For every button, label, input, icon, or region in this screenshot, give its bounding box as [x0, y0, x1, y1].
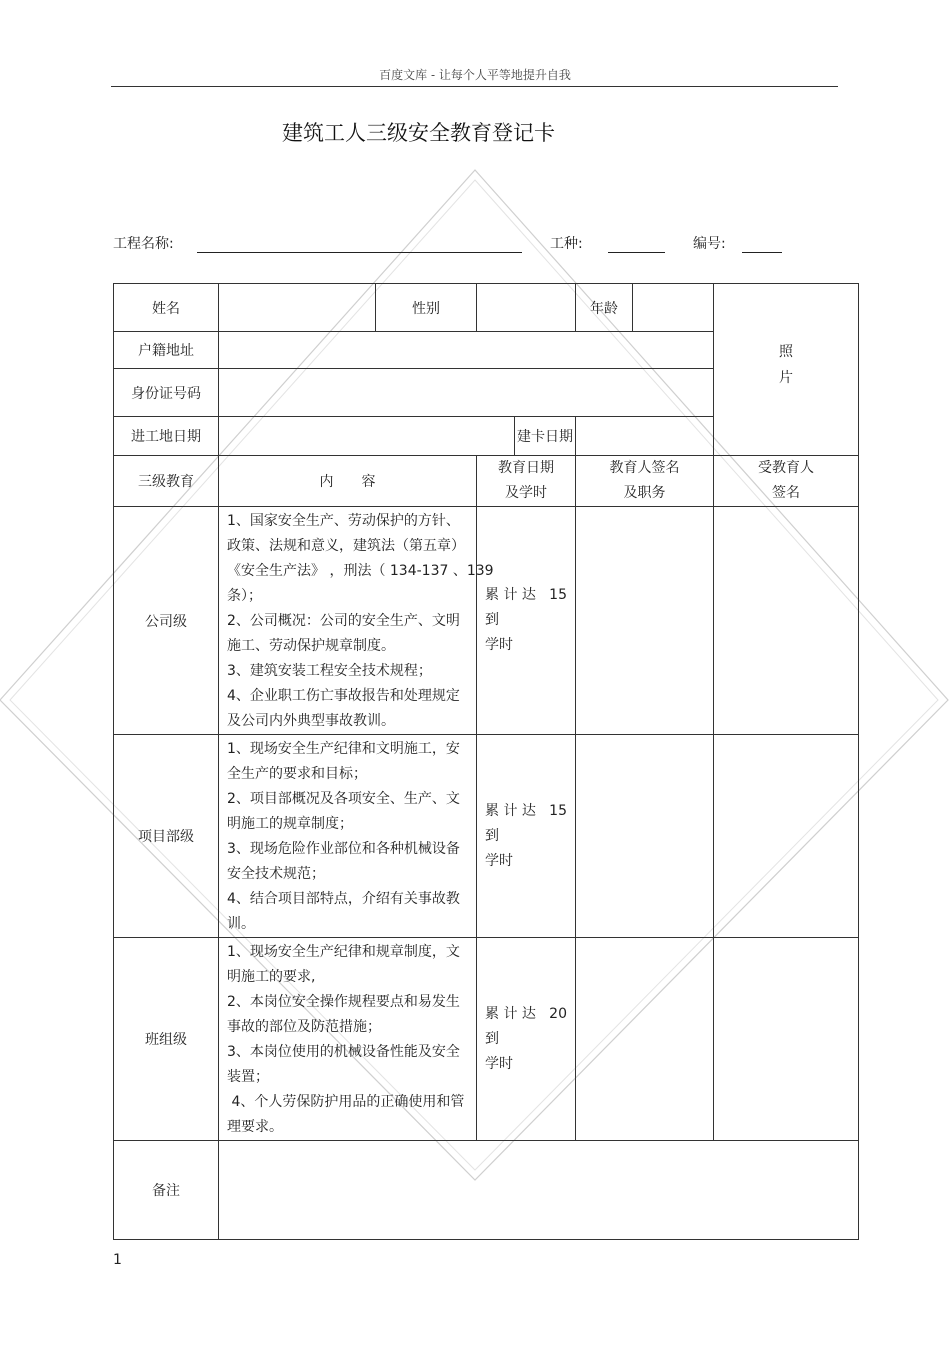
registration-table	[113, 283, 859, 1240]
name-value[interactable]	[219, 284, 376, 332]
trade-label: 工种:	[550, 236, 583, 252]
remarks-label: 备注	[114, 1141, 219, 1240]
remarks-value[interactable]	[219, 1141, 859, 1240]
entry-date-label: 进工地日期	[114, 417, 219, 456]
page-number: 1	[113, 1252, 122, 1268]
educator-sign-project[interactable]	[576, 735, 714, 938]
project-name-label: 工程名称:	[113, 236, 174, 252]
gender-value[interactable]	[477, 284, 576, 332]
educator-sign-company[interactable]	[576, 507, 714, 735]
content-project: 1、现场安全生产纪律和文明施工，安 全生产的要求和目标； 2、项目部概况及各项安全、生产、文 明施工的规章制度； 3、现场危险作业部位和各种机械设备 安全技术规范； 4、结合项目部特点，介绍有关事故教 训。	[219, 735, 477, 938]
level-company: 公司级	[114, 507, 219, 735]
hours-team: 累 计 达 到 20 学时	[477, 938, 576, 1141]
entry-date-value[interactable]	[219, 417, 515, 456]
age-label: 年龄	[576, 284, 633, 332]
gender-label: 性别	[376, 284, 477, 332]
col-educator-header: 教育人签名 及职务	[576, 456, 714, 507]
page-header: 百度文库 - 让每个人平等地提升自我	[379, 68, 571, 82]
hours-project: 累 计 达 到 15 学时	[477, 735, 576, 938]
content-team: 1、现场安全生产纪律和规章制度，文 明施工的要求, 2、本岗位安全操作规程要点和易发生 事故的部位及防范措施； 3、本岗位使用的机械设备性能及安全 装置； 4、个人劳保防护用品的正确使用和管 理要求。	[219, 938, 477, 1141]
trainee-sign-company[interactable]	[714, 507, 859, 735]
photo-label-2: 片	[779, 369, 793, 386]
id-number-value[interactable]	[219, 369, 714, 417]
trade-blank[interactable]	[608, 252, 665, 253]
name-label: 姓名	[114, 284, 219, 332]
educator-sign-team[interactable]	[576, 938, 714, 1141]
address-value[interactable]	[219, 332, 714, 369]
project-name-blank[interactable]	[197, 252, 522, 253]
level-team: 班组级	[114, 938, 219, 1141]
document-title: 建筑工人三级安全教育登记卡	[282, 121, 555, 145]
number-label: 编号:	[693, 236, 726, 252]
photo-label-1: 照	[779, 343, 793, 360]
photo-cell	[714, 284, 859, 456]
col-level-header: 三级教育	[114, 456, 219, 507]
col-content-header: 内 容	[219, 456, 477, 507]
id-number-label: 身份证号码	[114, 369, 219, 417]
number-blank[interactable]	[742, 252, 782, 253]
trainee-sign-team[interactable]	[714, 938, 859, 1141]
level-project: 项目部级	[114, 735, 219, 938]
age-value[interactable]	[633, 284, 714, 332]
card-date-label: 建卡日期	[515, 417, 576, 456]
hours-company: 累 计 达 到 15 学时	[477, 507, 576, 735]
trainee-sign-project[interactable]	[714, 735, 859, 938]
header-divider	[111, 86, 838, 87]
content-company: 1、国家安全生产、劳动保护的方针、 政策、法规和意义，建筑法（第五章） 《安全生产法》 ，刑法（ 134-137 、139 条）； 2、公司概况：公司的安全生产、文明 施工、劳动保护规章制度。 3、建筑安装工程安全技术规程； 4、企业职工伤亡事故报告和处理规定 及公司内外典型事故教训。	[219, 507, 477, 735]
card-date-value[interactable]	[576, 417, 714, 456]
address-label: 户籍地址	[114, 332, 219, 369]
col-trainee-header: 受教育人 签名	[714, 456, 859, 507]
col-date-header: 教育日期 及学时	[477, 456, 576, 507]
